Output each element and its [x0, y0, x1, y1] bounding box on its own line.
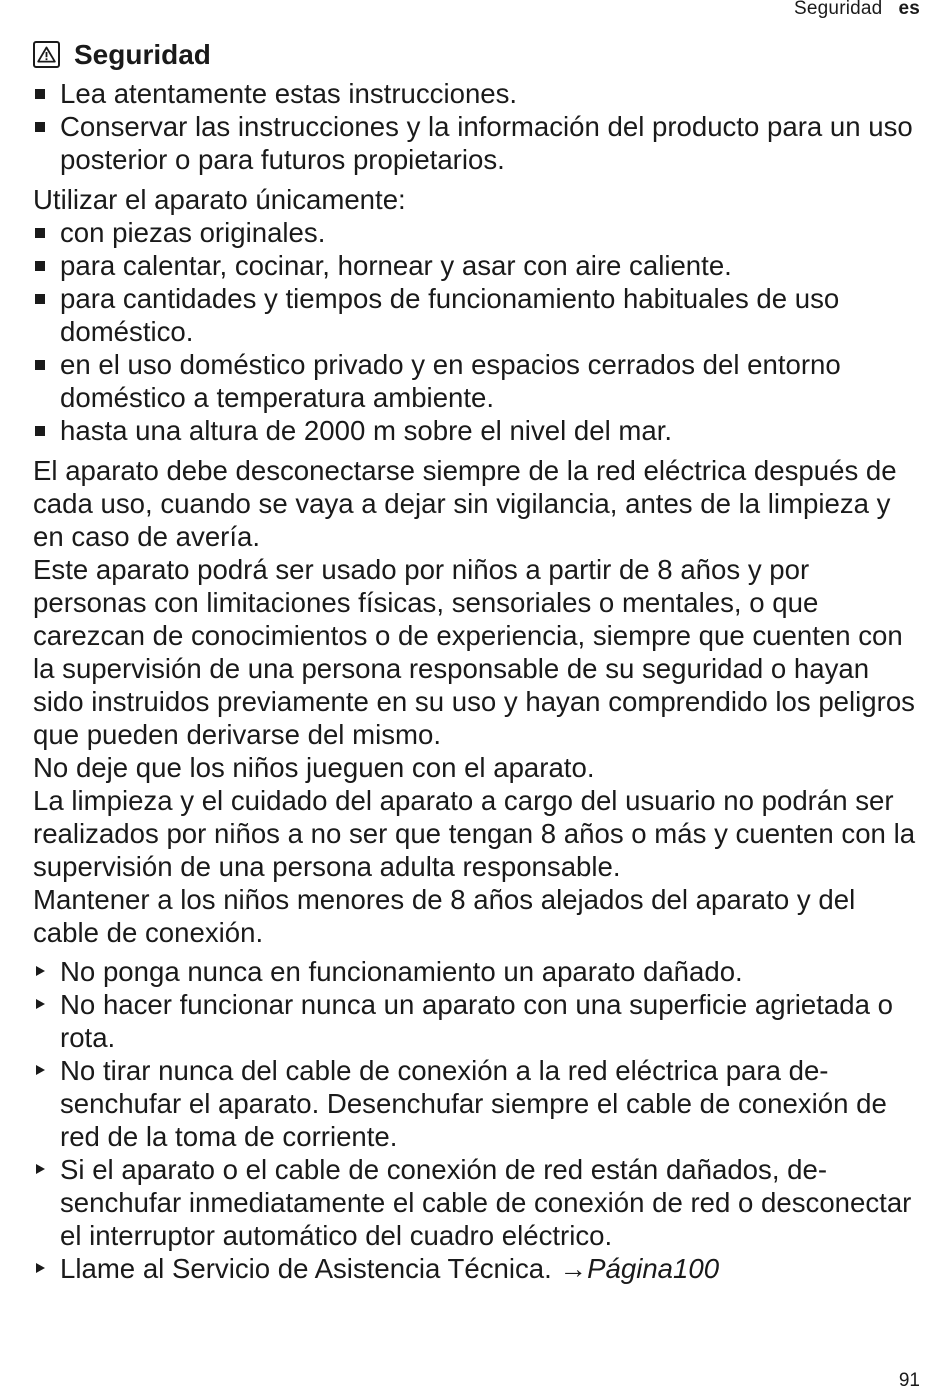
section-heading: [33, 38, 923, 71]
list-item: No tirar nunca del cable de conexión a la red eléctrica para desenchufar el aparato. Desenchufar siempre el cable de conexión de red de la toma de corriente.: [33, 1054, 923, 1153]
running-header: [794, 0, 920, 20]
list-item: para cantidades y tiempos de funcionamiento habituales de uso doméstico.: [33, 282, 923, 348]
paragraph-no-play: No deje que los niños jueguen con el aparato.: [33, 752, 595, 783]
warning-triangle-icon: [33, 41, 60, 68]
action-list: [33, 955, 923, 1285]
page-content: [33, 38, 923, 1285]
paragraph-disconnect: El aparato debe desconectarse siempre de la red eléctrica después de cada uso, cuando se vaya a dejar sin vigilancia, antes de la limpieza y en caso de avería.: [33, 455, 897, 552]
paragraph-cleaning: La limpieza y el cuidado del aparato a cargo del usuario no podrán ser realizados por niños a no ser que tengan 8 años o más y cuenten con la supervisión de una persona adulta responsable.: [33, 785, 916, 882]
list-item: No ponga nunca en funcionamiento un aparato dañado.: [33, 955, 923, 988]
header-language: es: [898, 0, 920, 19]
list-item: [33, 1252, 923, 1285]
intro-list: [33, 77, 923, 176]
list-item: para calentar, cocinar, hornear y asar con aire caliente.: [33, 249, 923, 282]
use-intro: Utilizar el aparato únicamente:: [33, 184, 406, 215]
paragraph-children-use: Este aparato podrá ser usado por niños a partir de 8 años y por personas con limitaciones físicas, sensoriales o mentales, o que carezcan de conocimientos o de experiencia, siempre que cuenten con la supervisión de una persona responsable de su seguridad o hayan sido instruidos previamente en su uso y hayan comprendido los peligros que pueden derivarse del mismo.: [33, 554, 915, 750]
list-item: Lea atentamente estas instrucciones.: [33, 77, 923, 110]
page-reference-link[interactable]: →Página100: [559, 1253, 720, 1284]
list-item: con piezas originales.: [33, 216, 923, 249]
list-item-text: Llame al Servicio de Asistencia Técnica.: [60, 1253, 560, 1284]
paragraph-keep-away: Mantener a los niños menores de 8 años alejados del aparato y del cable de conexión.: [33, 884, 856, 948]
page-number: 91: [898, 1370, 920, 1391]
list-item: en el uso doméstico privado y en espacios cerrados del entorno doméstico a temperatura ambiente.: [33, 348, 923, 414]
list-item: Si el aparato o el cable de conexión de red están dañados, desenchufar inmediatamente el cable de conexión de red o desconectar el interruptor automático del cuadro eléctrico.: [33, 1153, 923, 1252]
header-section: Seguridad: [794, 0, 883, 19]
list-item: hasta una altura de 2000 m sobre el nivel del mar.: [33, 414, 923, 447]
use-list: [33, 216, 923, 447]
section-title: Seguridad: [74, 39, 211, 70]
list-item: No hacer funcionar nunca un aparato con una superficie agrietada o rota.: [33, 988, 923, 1054]
list-item: Conservar las instrucciones y la información del producto para un uso posterior o para futuros propietarios.: [33, 110, 923, 176]
